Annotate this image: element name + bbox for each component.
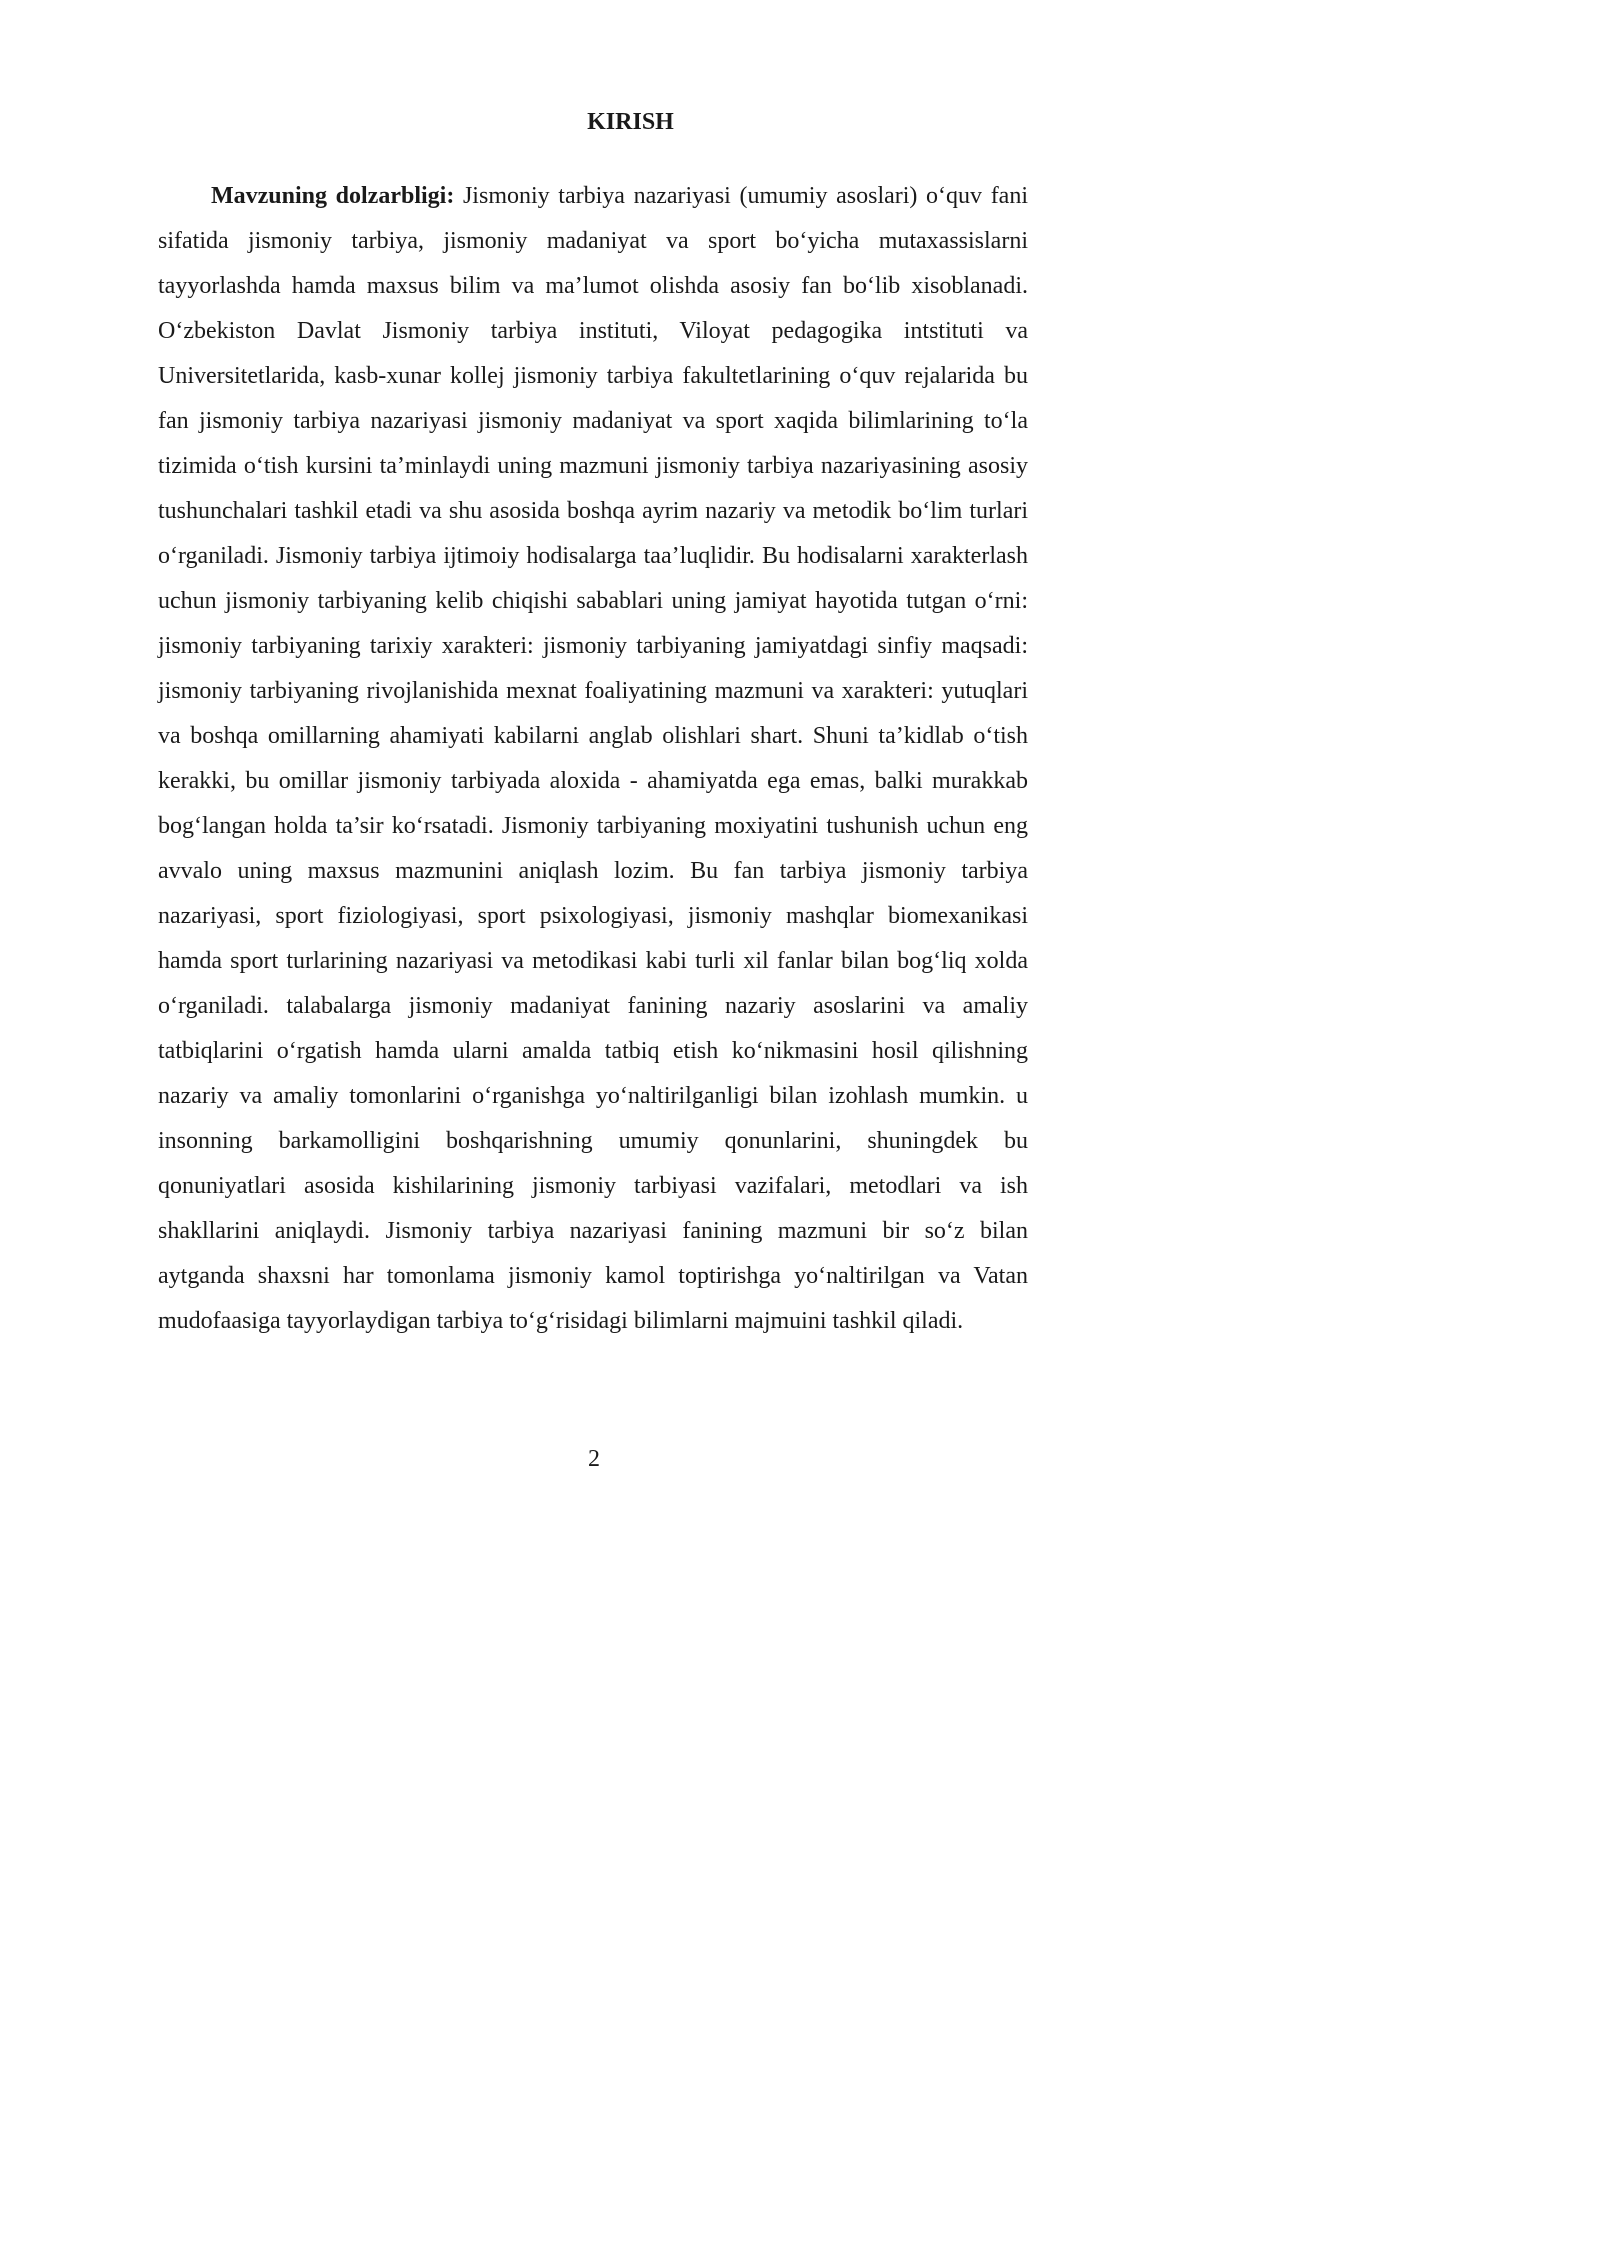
body-text: Jismoniy tarbiya nazariyasi (umumiy asoslari) o‘quv fani sifatida jismoniy tarbiya, jismoniy madaniyat va sport bo‘yicha mutaxassislarni tayyorlashda hamda maxsus bilim va ma’lumot olishda asosiy fan bo‘lib xisoblanadi. O‘zbekiston Davlat Jismoniy tarbiya instituti, Viloyat pedagogika intstituti va Universitetlarida, kasb-xunar kollej jismoniy tarbiya fakultetlarining o‘quv rejalarida bu fan jismoniy tarbiya nazariyasi jismoniy madaniyat va sport xaqida bilimlarining to‘la tizimida o‘tish kursini ta’minlaydi uning mazmuni jismoniy tarbiya nazariyasining asosiy tushunchalari tashkil etadi va shu asosida boshqa ayrim nazariy va metodik bo‘lim turlari o‘rganiladi. Jismoniy tarbiya ijtimoiy hodisalarga taa’luqlidir. Bu hodisalarni xarakterlash uchun jismoniy tarbiyaning kelib chiqishi sabablari uning jamiyat hayotida tutgan o‘rni: jismoniy tarbiyaning tarixiy xarakteri: jismoniy tarbiyaning jamiyatdagi sinfiy maqsadi: jismoniy tarbiyaning rivojlanishida mexnat foaliyatining mazmuni va xarakteri: yutuqlari va boshqa omillarning ahamiyati kabilarni anglab olishlari shart. Shuni ta’kidlab o‘tish kerakki, bu omillar jismoniy tarbiyada aloxida - ahamiyatda ega emas, balki murakkab bog‘langan holda ta’sir ko‘rsatadi. Jismoniy tarbiyaning moxiyatini tushunish uchun eng avvalo uning maxsus mazmunini aniqlash lozim. Bu fan tarbiya jismoniy tarbiya nazariyasi, sport fiziologiyasi, sport psixologiyasi, jismoniy mashqlar biomexanikasi hamda sport turlarining nazariyasi va metodikasi kabi turli xil fanlar bilan bog‘liq xolda o‘rganiladi. talabalarga jismoniy madaniyat fanining nazariy asoslarini va amaliy tatbiqlarini o‘rgatish hamda ularni amalda tatbiq etish ko‘nikmasini hosil qilishning nazariy va amaliy tomonlarini o‘rganishga yo‘naltirilganligi bilan izohlash mumkin. u insonning barkamolligini boshqarishning umumiy qonunlarini, shuningdek bu qonuniyatlari asosida kishilarining jismoniy tarbiyasi vazifalari, metodlari va ish shakllarini aniqlaydi. Jismoniy tarbiya nazariyasi fanining mazmuni bir so‘z bilan aytganda shaxsni har tomonlama jismoniy kamol toptirishga yo‘naltirilgan va Vatan mudofaasiga tayyorlaydigan tarbiya to‘g‘risidagi bilimlarni majmuini tashkil qiladi. (158, 183, 1028, 1334)
lead-label: Mavzuning dolzarbligi: (211, 183, 455, 209)
body-paragraph (158, 174, 1028, 1344)
page-number: 2 (588, 1446, 600, 1472)
page-title: KIRISH (587, 109, 674, 135)
document-page (0, 0, 1103, 1561)
